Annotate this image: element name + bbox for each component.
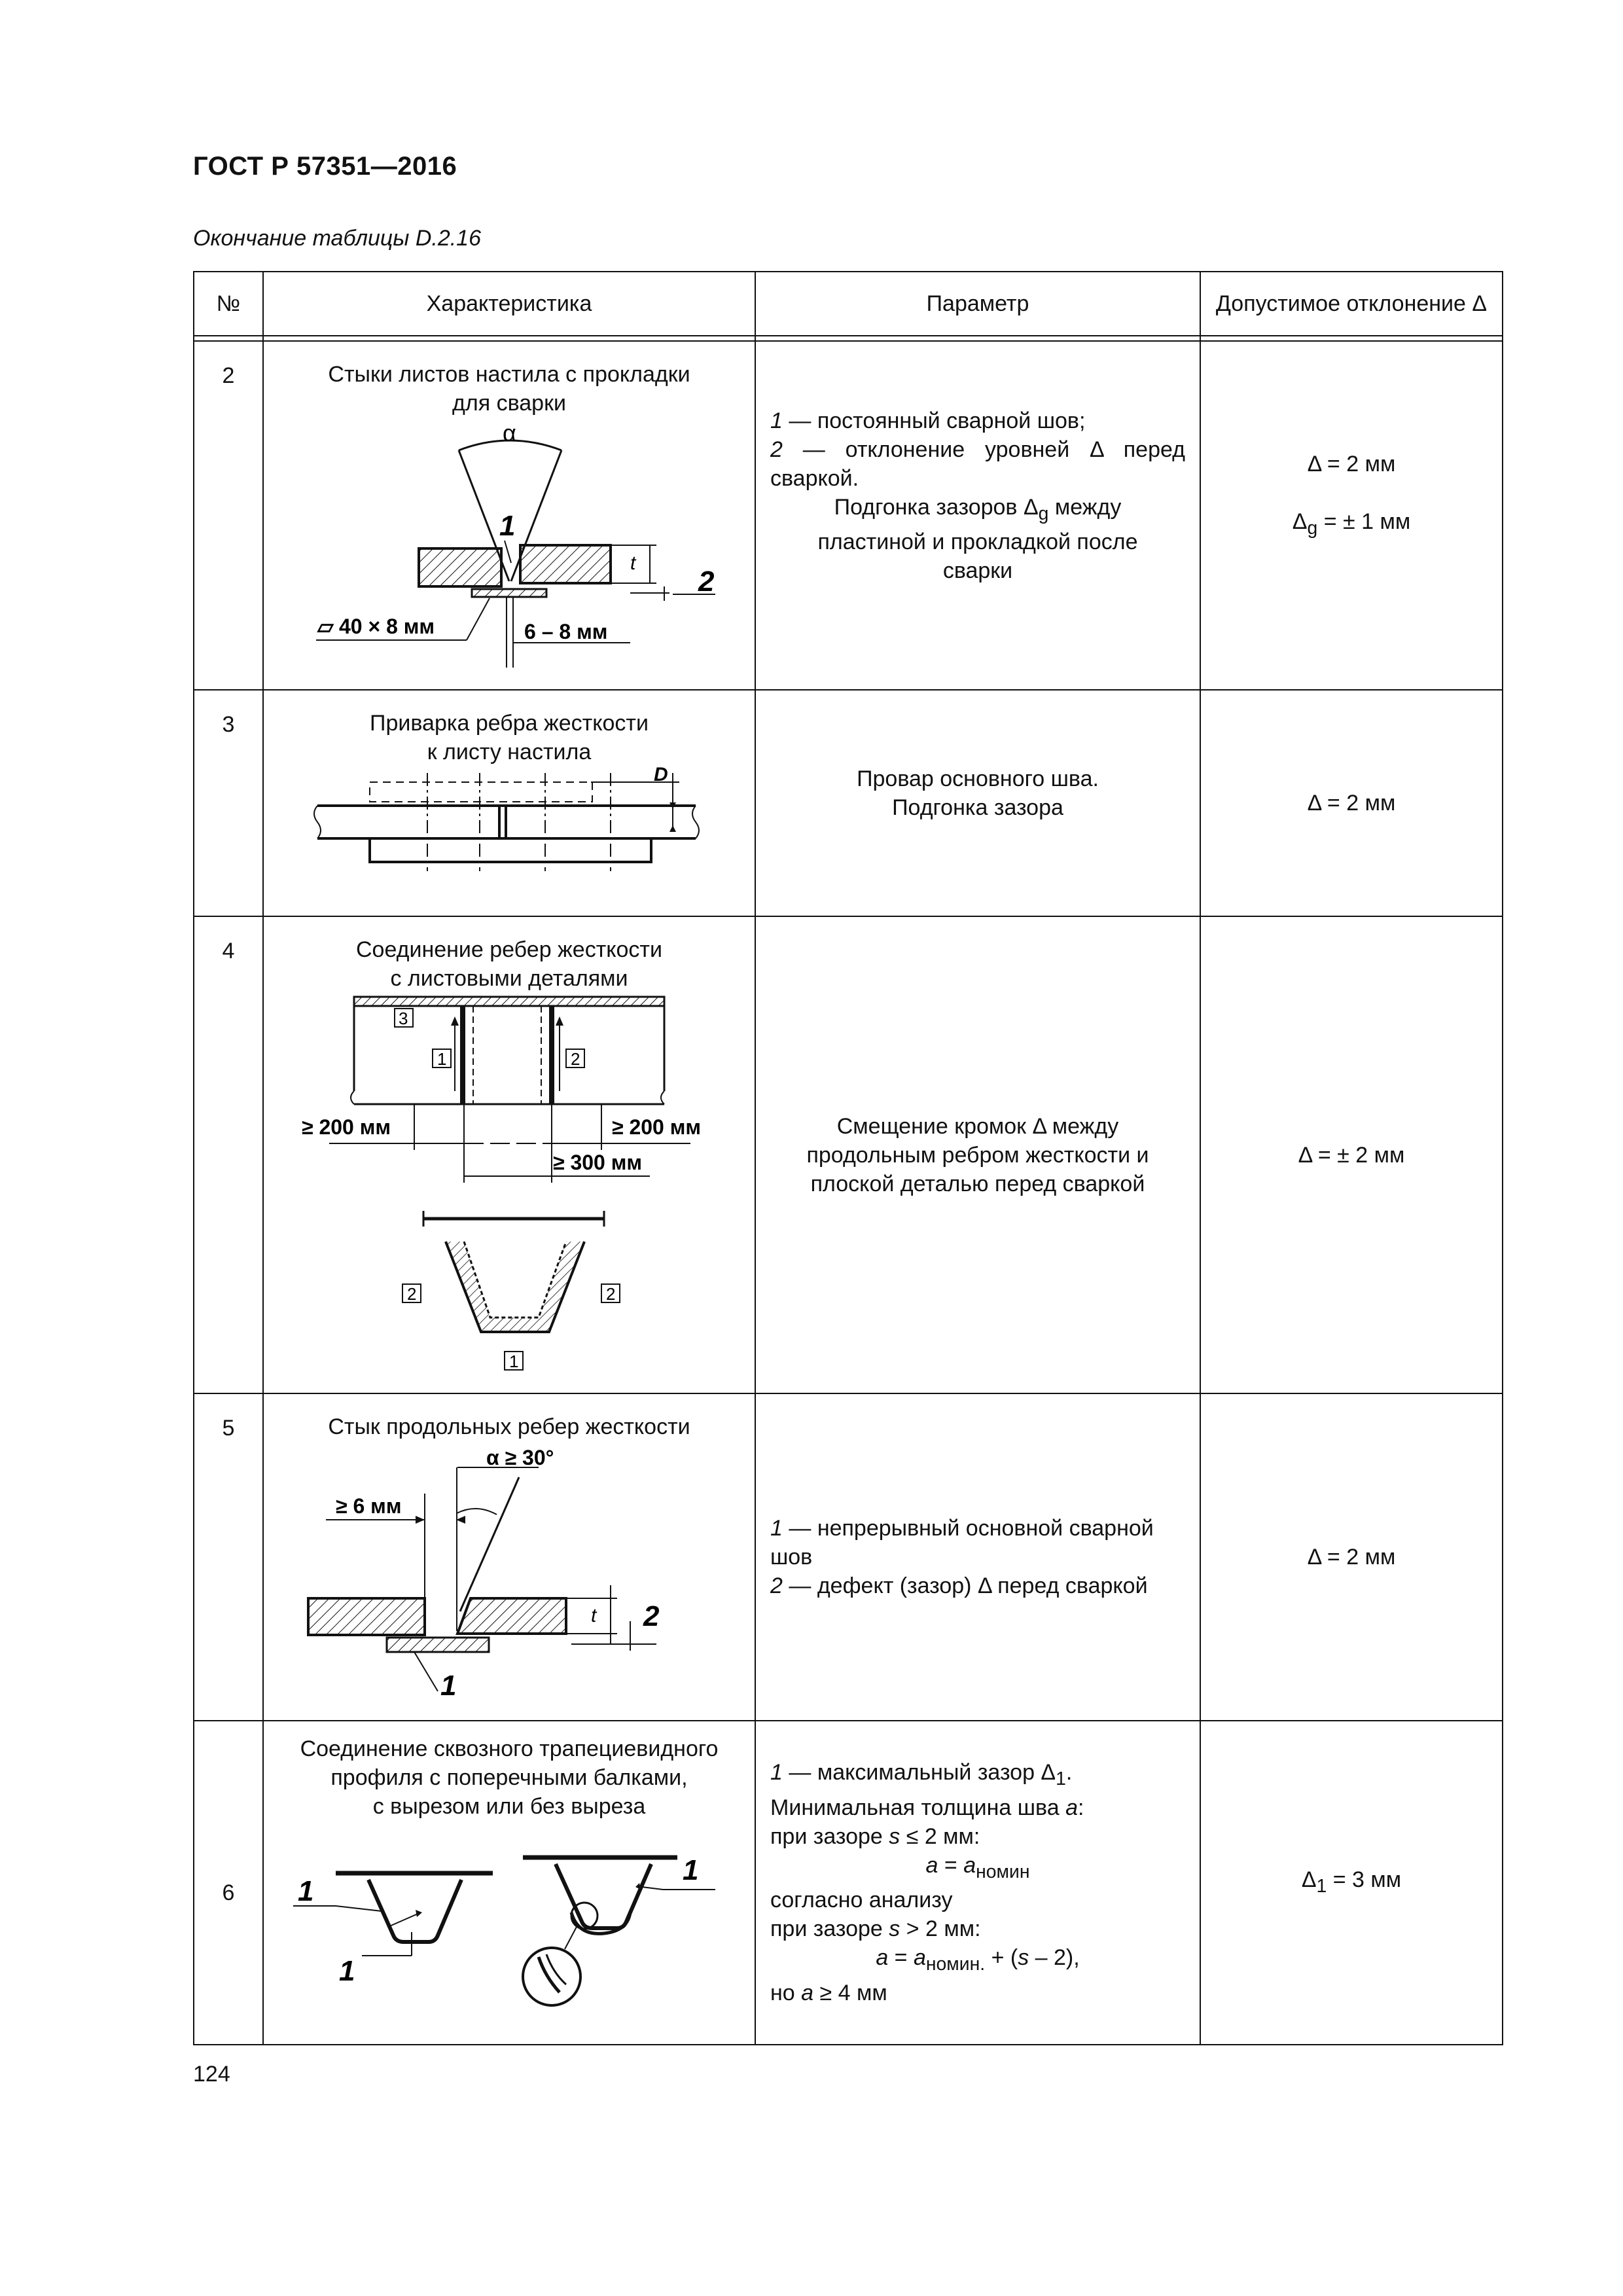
param-line-7: $a = a_{номин.} + (s - 2)$, [876,1945,1080,1975]
backing-size-value: 40 × 8 мм [339,615,435,638]
weld-number-one: 1 [499,510,516,542]
row-number: 3 [194,690,263,916]
angle-label: α ≥ 30° [486,1446,554,1469]
row-parameter [755,916,1200,1393]
section-number-two-right: 2 [606,1284,616,1304]
header-parameter: Параметр [755,272,1200,336]
section-number-two-left: 2 [407,1284,417,1304]
row-characteristic [263,690,755,916]
row-characteristic [263,1393,755,1721]
deviation-line-2: $\Delta_g$ = ± 1 мм [1292,509,1411,539]
defect-number-two: 2 [643,1600,660,1632]
row-deviation: Δ = ± 2 мм [1200,916,1503,1393]
param-line-2: Минимальная толщина шва a: [770,1795,1084,1820]
row-characteristic [263,1721,755,2045]
header-characteristic: Характеристика [263,272,755,336]
thickness-label: t [630,552,636,574]
left-distance-label: ≥ 200 мм [302,1115,391,1139]
header-number: № [194,272,263,336]
section-number-one: 1 [509,1352,519,1371]
header-deviation: Допустимое отклонение Δ [1200,272,1503,336]
row-deviation: Δ = 2 мм [1200,1393,1503,1721]
bottom-gap-number-one: 1 [339,1955,355,1987]
row-deviation: $\Delta_1 = 3$ мм [1200,1721,1503,2045]
row-number: 5 [194,1393,263,1721]
param-line-5: сварки [942,558,1013,584]
document-standard-title: ГОСТ Р 57351—2016 [193,152,457,181]
characteristic-title: Приварка ребра жесткости к листу настила [370,711,649,764]
deviation-line-1: Δ = 2 мм [1307,451,1396,476]
table-row [194,1393,1503,1721]
weld-number-one: 1 [440,1670,457,1702]
detail-number-one: 1 [437,1049,447,1069]
row-deviation: Δ = 2 мм [1200,690,1503,916]
param-line-3: 2 — дефект (зазор) Δ перед сваркой [770,1573,1148,1598]
param-line-3: Подгонка зазоров $\Delta_g$ между [834,494,1122,524]
param-line-1: 1 — постоянный сварной шов; [770,408,1086,433]
table-header-row [194,272,1503,336]
row-number: 6 [194,1721,263,2045]
param-line-1: 1 — непрерывный основной сварной [770,1516,1154,1541]
detail-number-two: 2 [571,1049,580,1069]
characteristic-title: Стыки листов настила с прокладки для сварки [328,362,690,416]
d-dimension-label: D [654,766,668,785]
row-parameter [755,690,1200,916]
row-parameter [755,1721,1200,2045]
deviation-number-two: 2 [698,565,715,598]
table-caption: Окончание таблицы D.2.16 [193,226,481,251]
param-line-5: согласно анализу [770,1888,953,1913]
row-parameter [755,341,1200,690]
backing-size-label: ⏥ [317,615,334,638]
param-line-3: при зазоре s ≤ 2 мм: [770,1823,980,1849]
butt-joint-with-backing-figure [264,418,753,679]
param-line-4: $a = a_{номин}$ [925,1852,1030,1882]
row-number: 4 [194,916,263,1393]
param-line-4: пластиной и прокладкой после [817,529,1138,555]
param-line-6: при зазоре s > 2 мм: [770,1916,981,1942]
tolerance-table [193,271,1503,2045]
param-line-8: но a ≥ 4 мм [770,1981,887,2006]
middle-distance-label: ≥ 300 мм [553,1151,643,1174]
characteristic-title: Соединение ребер жесткости с листовыми деталями [355,937,662,991]
parameter-text: Смещение кромок Δ между продольным ребром жесткости и плоской деталью перед сваркой [806,1113,1149,1196]
param-line-1: 1 — максимальный зазор $\Delta_1$. [770,1759,1073,1789]
trapezoidal-profile-figure [264,1821,753,2037]
detail-number-three: 3 [399,1009,408,1028]
table-row [194,916,1503,1393]
param-line-2: шов [770,1545,813,1570]
stiffener-plate-connection-figure [264,993,753,1386]
table-row [194,341,1503,690]
characteristic-title: Соединение сквозного трапециевидного профиля с поперечными балками, с вырезом или без выреза [300,1736,719,1819]
stiffener-welding-figure [264,766,753,897]
characteristic-title: Стык продольных ребер жесткости [328,1414,690,1439]
thickness-label: t [591,1605,597,1626]
row-number: 2 [194,341,263,690]
left-gap-number-one: 1 [298,1875,314,1907]
page-number: 124 [193,2062,230,2087]
table-row [194,690,1503,916]
right-gap-number-one: 1 [683,1854,699,1886]
longitudinal-stiffener-joint-figure [264,1441,753,1703]
param-line-2: 2 — отклонение уровней Δ перед сваркой. [770,437,1185,491]
table-row [194,1721,1503,2045]
row-deviation [1200,341,1503,690]
gap-distance-label: ≥ 6 мм [336,1494,402,1518]
gap-size-label: 6 – 8 мм [524,620,608,643]
header-separator [194,336,1503,341]
row-characteristic [263,916,755,1393]
parameter-text: Провар основного шва. Подгонка зазора [857,766,1099,820]
right-distance-label: ≥ 200 мм [612,1115,702,1139]
row-parameter [755,1393,1200,1721]
row-characteristic [263,341,755,690]
alpha-label: α [503,420,516,446]
